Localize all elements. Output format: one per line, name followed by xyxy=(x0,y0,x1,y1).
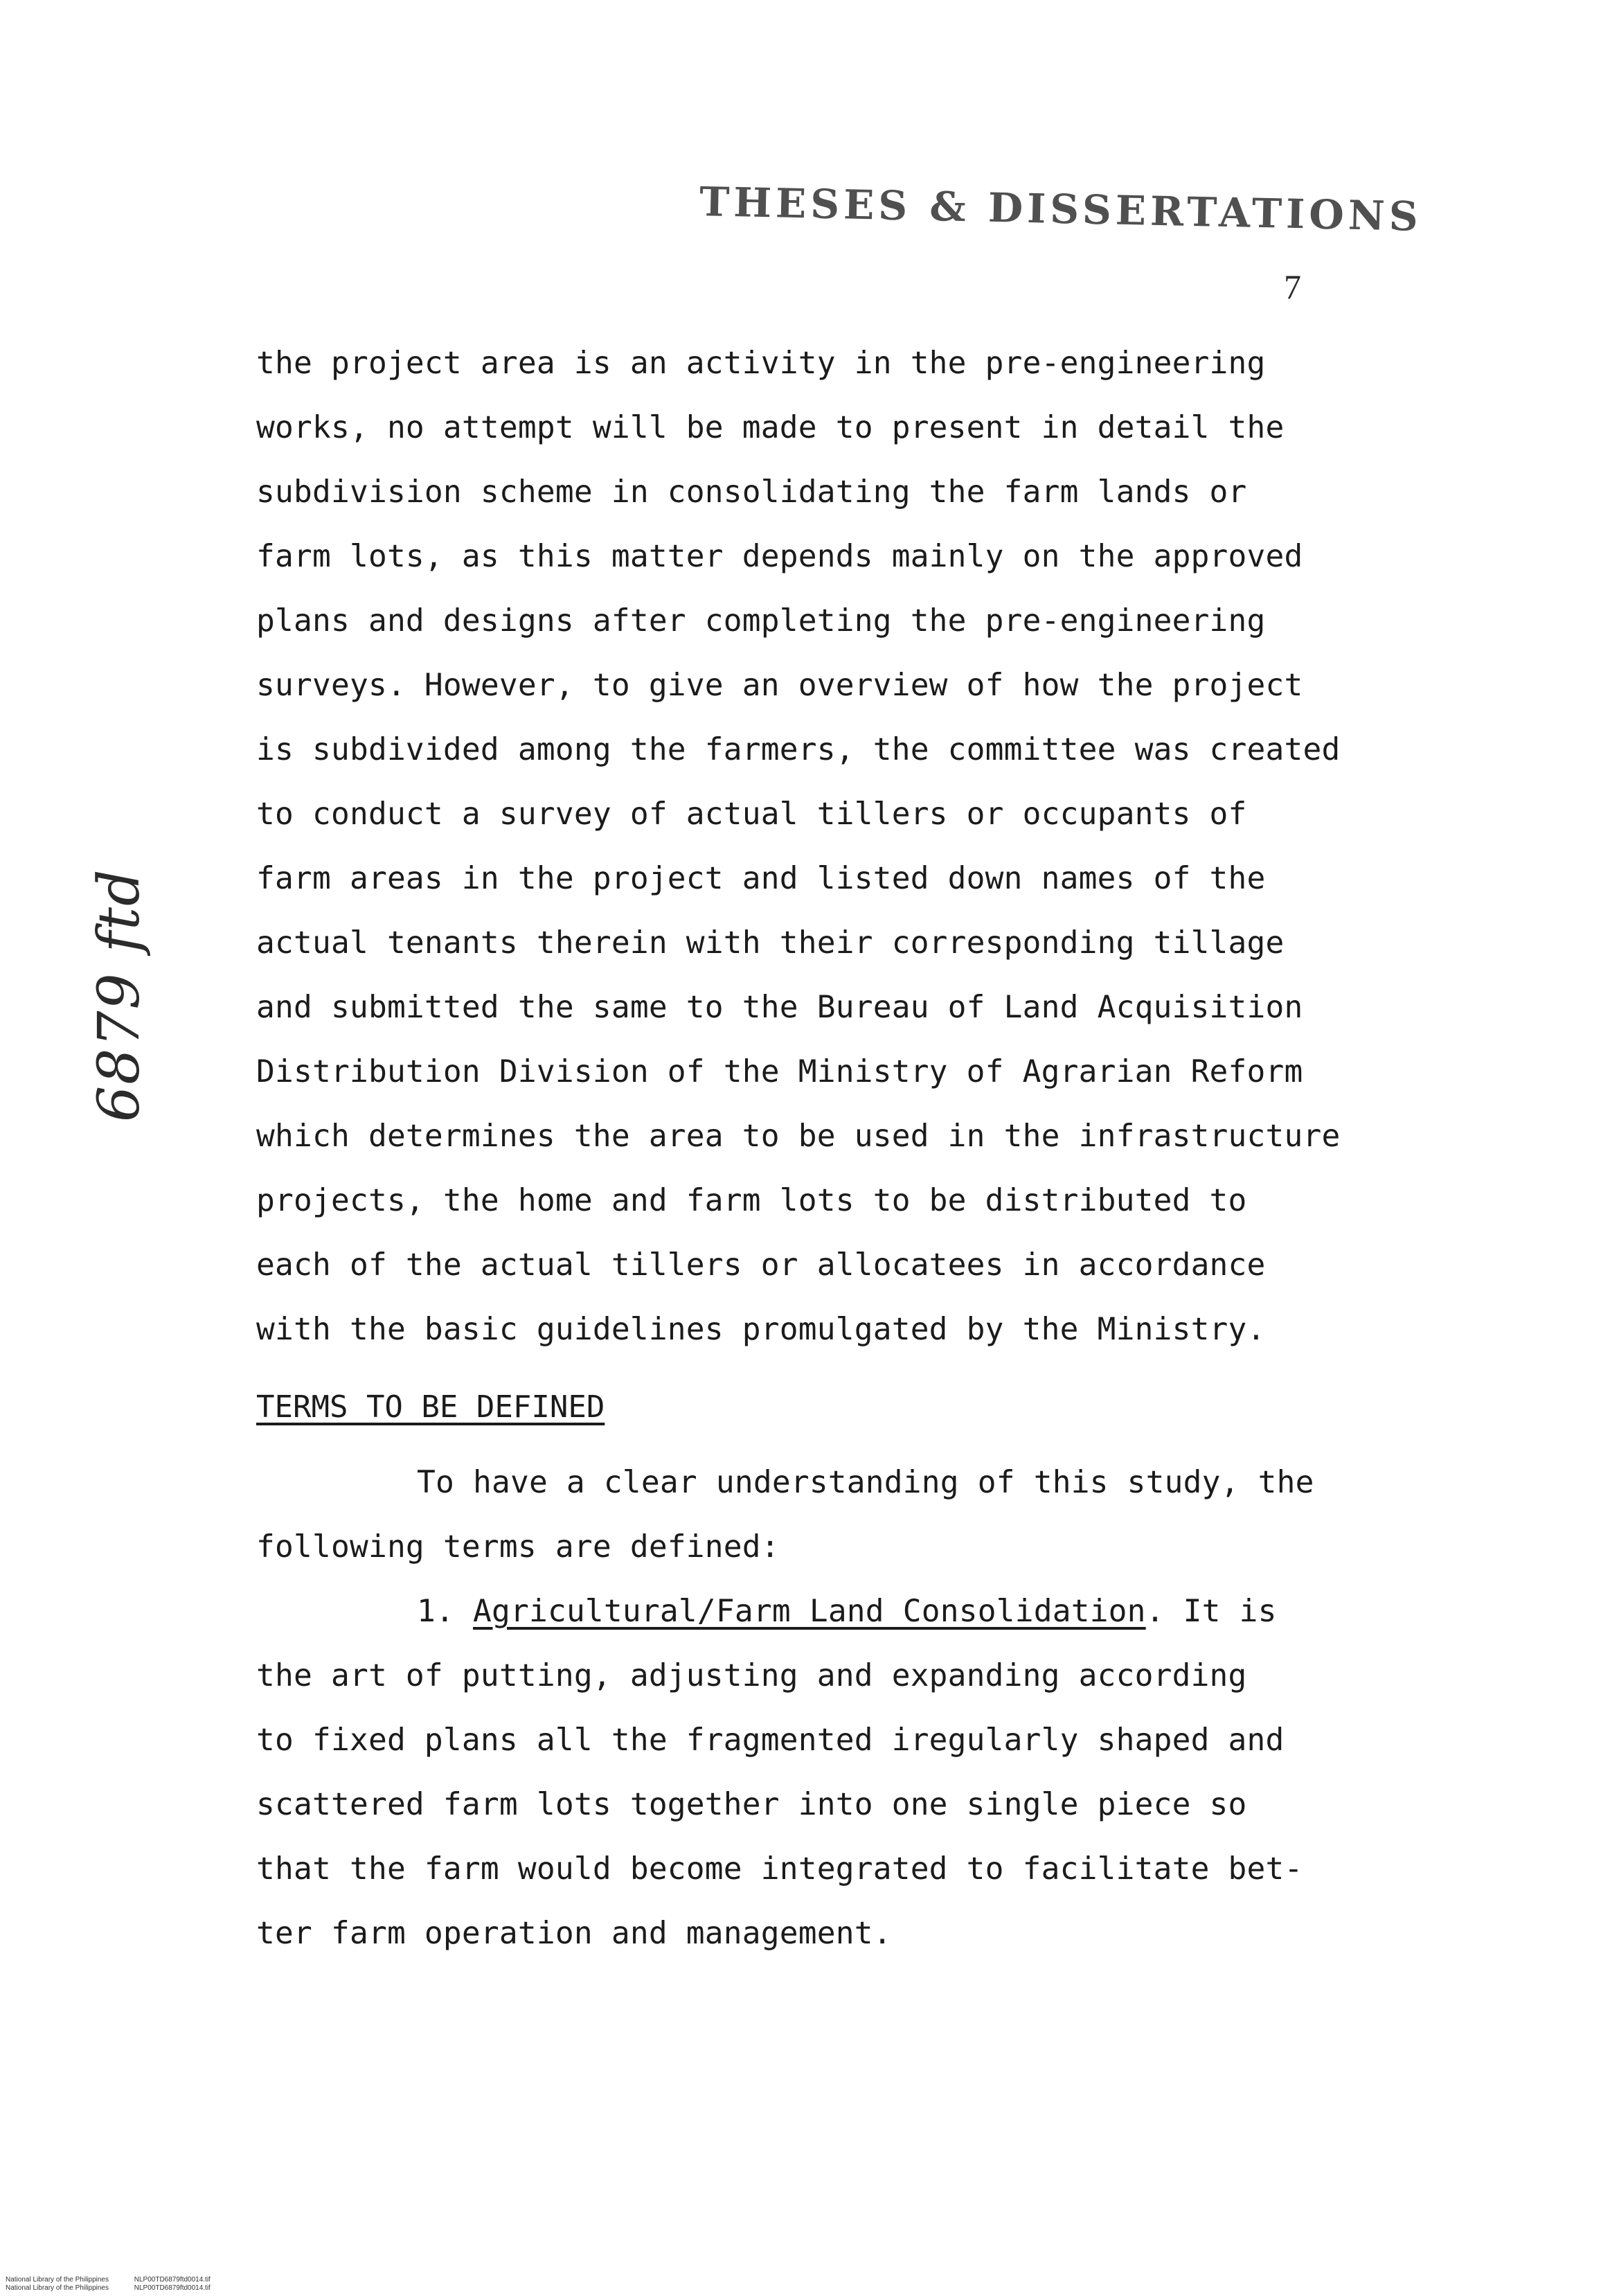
term-definition-line: the art of putting, adjusting and expanding according xyxy=(256,1658,1247,1693)
body-line: is subdivided among the farmers, the committee was created xyxy=(256,732,1341,767)
footer-library-text: National Library of the Philippines xyxy=(6,2284,109,2292)
definitions-section xyxy=(256,1450,1406,1966)
section-intro-line: To have a clear understanding of this study, the xyxy=(417,1465,1314,1500)
footer-file-name: NLP00TD6879ftd0014.tif xyxy=(134,2276,211,2284)
section-heading: TERMS TO BE DEFINED xyxy=(256,1389,605,1425)
footer-library-column xyxy=(6,2276,109,2293)
body-line: with the basic guidelines promulgated by the Ministry. xyxy=(256,1312,1266,1347)
footer-library-text: National Library of the Philippines xyxy=(6,2276,109,2284)
body-line: and submitted the same to the Bureau of Land Acquisition xyxy=(256,990,1303,1025)
body-line: plans and designs after completing the pre-engineering xyxy=(256,603,1266,639)
term-lead-text: It is xyxy=(1183,1594,1277,1629)
term-definition-line: to fixed plans all the fragmented iregularly shaped and xyxy=(256,1723,1285,1758)
body-line: projects, the home and farm lots to be distributed to xyxy=(256,1183,1247,1218)
body-line: farm lots, as this matter depends mainly on the approved xyxy=(256,539,1303,574)
body-paragraph xyxy=(256,331,1406,1362)
page-number: 7 xyxy=(1284,267,1301,306)
body-line: works, no attempt will be made to present in detail the xyxy=(256,410,1285,445)
section-intro-line: following terms are defined: xyxy=(256,1529,780,1565)
term-number: 1. xyxy=(417,1594,454,1629)
body-line: actual tenants therein with their corresponding tillage xyxy=(256,925,1285,961)
body-line: each of the actual tillers or allocatees in accordance xyxy=(256,1247,1266,1283)
scan-footer xyxy=(6,2276,211,2293)
body-line: Distribution Division of the Ministry of Agrarian Reform xyxy=(256,1054,1303,1089)
term-definition-lead: 1. Agricultural/Farm Land Consolidation. It is xyxy=(417,1594,1277,1629)
term-definition-line: that the farm would become integrated to facilitate bet- xyxy=(256,1851,1303,1887)
body-line: which determines the area to be used in the infrastructure xyxy=(256,1119,1341,1154)
theses-dissertations-stamp: THESES & DISSERTATIONS xyxy=(699,178,1423,240)
footer-file-name: NLP00TD6879ftd0014.tif xyxy=(134,2284,211,2292)
term-definition-line: scattered farm lots together into one single piece so xyxy=(256,1787,1247,1822)
body-line: surveys. However, to give an overview of how the project xyxy=(256,668,1303,703)
body-line: farm areas in the project and listed down names of the xyxy=(256,861,1266,896)
term-name: Agricultural/Farm Land Consolidation xyxy=(472,1594,1146,1629)
body-line: to conduct a survey of actual tillers or occupants of xyxy=(256,797,1247,832)
footer-file-column xyxy=(134,2276,211,2293)
handwritten-call-number: 6879 ftd xyxy=(87,868,152,1122)
term-definition-line: ter farm operation and management. xyxy=(256,1916,892,1951)
body-line: the project area is an activity in the pre-engineering xyxy=(256,346,1266,381)
body-line: subdivision scheme in consolidating the farm lands or xyxy=(256,474,1247,510)
